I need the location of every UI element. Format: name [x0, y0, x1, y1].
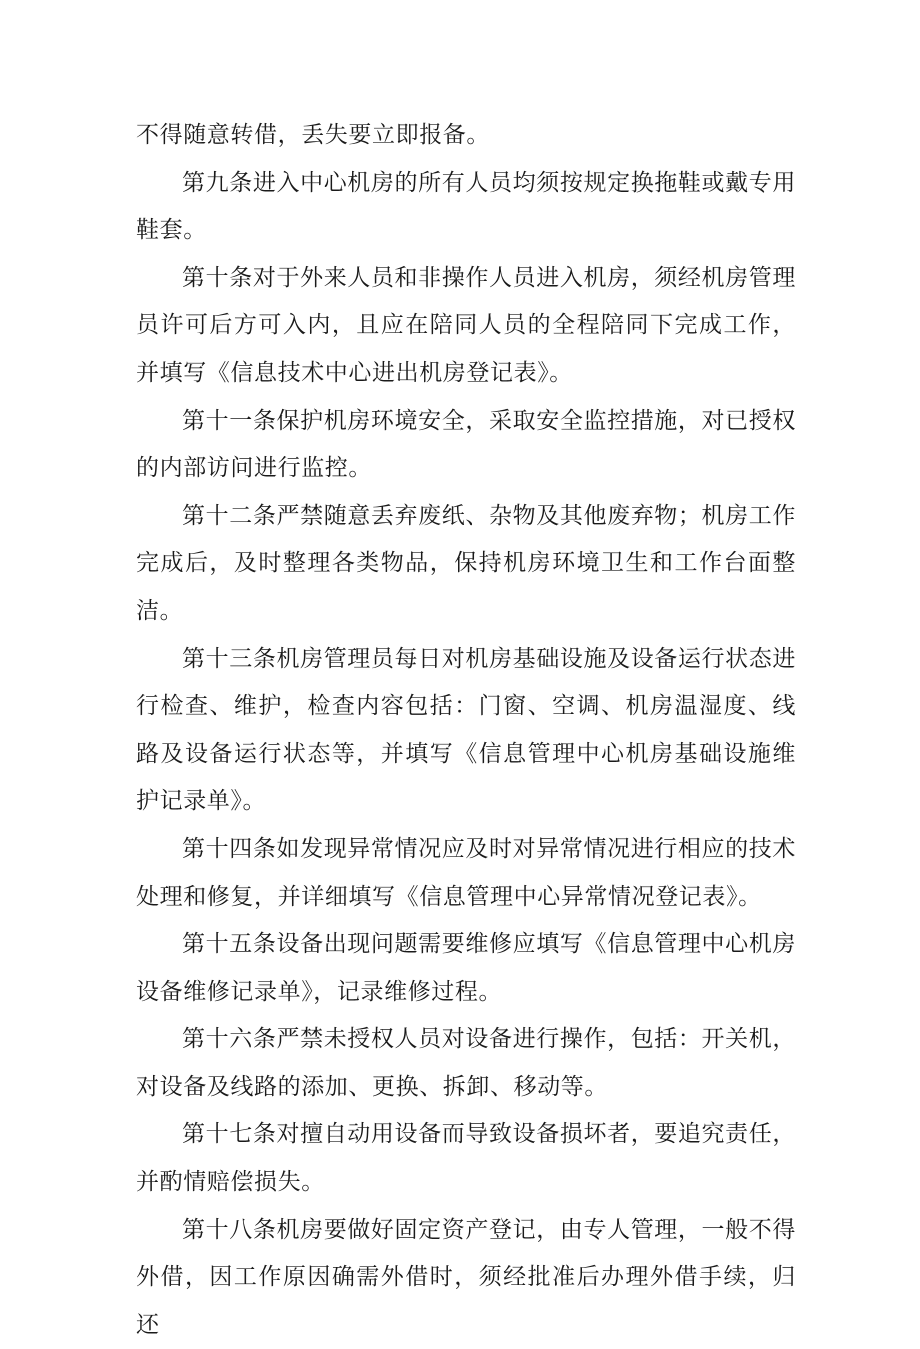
article-17: 第十七条对擅自动用设备而导致设备损坏者，要追究责任，并酌情赔偿损失。: [136, 1121, 796, 1196]
article-13: 第十三条机房管理员每日对机房基础设施及设备运行状态进行检查、维护，检查内容包括：门窗、空调、机房温湿度、线路及设备运行状态等，并填写《信息管理中心机房基础设施维护记录单》。: [136, 645, 796, 815]
article-11: 第十一条保护机房环境安全，采取安全监控措施，对已授权的内部访问进行监控。: [136, 407, 796, 482]
article-16: 第十六条严禁未授权人员对设备进行操作，包括：开关机，对设备及线路的添加、更换、拆卸、移动等。: [136, 1026, 796, 1100]
article-14: 第十四条如发现异常情况应及时对异常情况进行相应的技术处理和修复，并详细填写《信息管理中心异常情况登记表》。: [136, 835, 796, 910]
article-12: 第十二条严禁随意丢弃废纸、杂物及其他废弃物；机房工作完成后，及时整理各类物品，保持机房环境卫生和工作台面整洁。: [136, 502, 796, 624]
article-9: 第九条进入中心机房的所有人员均须按规定换拖鞋或戴专用鞋套。: [136, 169, 796, 244]
article-18: 第十八条机房要做好固定资产登记，由专人管理，一般不得外借，因工作原因确需外借时，须经批准后办理外借手续，归还: [136, 1216, 796, 1338]
article-10: 第十条对于外来人员和非操作人员进入机房，须经机房管理员许可后方可入内，且应在陪同人员的全程陪同下完成工作，并填写《信息技术中心进出机房登记表》。: [136, 264, 796, 386]
article-15: 第十五条设备出现问题需要维修应填写《信息管理中心机房设备维修记录单》，记录维修过程。: [136, 931, 796, 1005]
paragraph-continuation: 不得随意转借，丢失要立即报备。: [136, 122, 490, 148]
document-body: [136, 112, 796, 1349]
